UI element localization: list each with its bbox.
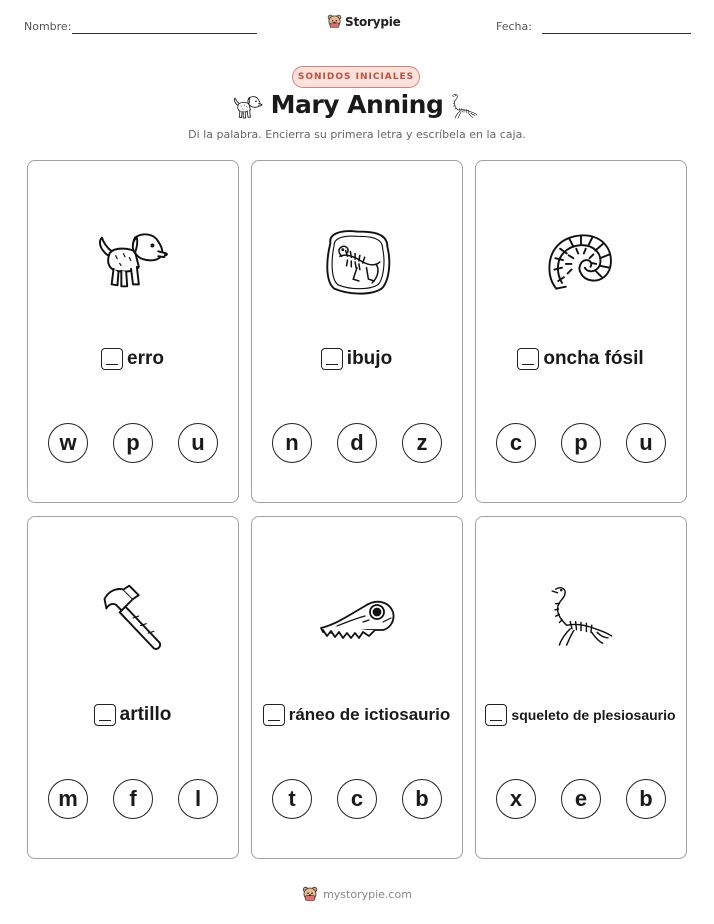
letter-options <box>272 779 442 819</box>
letter-option[interactable]: b <box>626 779 666 819</box>
letter-option[interactable]: l <box>178 779 218 819</box>
letter-option[interactable]: p <box>561 423 601 463</box>
bear-mascot-icon <box>302 886 318 902</box>
plesiosaur-skeleton-icon <box>545 582 617 654</box>
letter-options <box>272 423 442 463</box>
worksheet-badge: SONIDOS INICIALES <box>292 66 420 88</box>
letter-options <box>496 779 666 819</box>
plesiosaur-icon <box>449 92 479 122</box>
answer-box[interactable] <box>263 704 285 726</box>
name-field[interactable] <box>72 33 257 34</box>
letter-option[interactable]: w <box>48 423 88 463</box>
word-prompt <box>476 348 685 370</box>
brand-name: Storypie <box>345 14 401 29</box>
word-prompt <box>252 704 461 726</box>
instructions: Di la palabra. Encierra su primera letra y escríbela en la caja. <box>188 128 526 141</box>
footer <box>0 886 714 902</box>
footer-site[interactable]: mystorypie.com <box>323 887 412 901</box>
letter-option[interactable]: m <box>48 779 88 819</box>
letter-option[interactable]: p <box>113 423 153 463</box>
letter-option[interactable]: t <box>272 779 312 819</box>
word-card <box>475 160 687 503</box>
word-rest: oncha fósil <box>543 348 644 369</box>
letter-option[interactable]: u <box>178 423 218 463</box>
letter-option[interactable]: c <box>496 423 536 463</box>
letter-option[interactable]: d <box>337 423 377 463</box>
ammonite-shell-icon <box>543 224 619 300</box>
word-card <box>475 516 687 859</box>
word-rest: squeleto de plesiosaurio <box>511 707 676 723</box>
word-prompt <box>28 348 237 370</box>
word-prompt <box>252 348 461 370</box>
letter-option[interactable]: e <box>561 779 601 819</box>
word-card <box>27 160 239 503</box>
word-card <box>27 516 239 859</box>
dinosaur-fossil-icon <box>319 224 395 300</box>
date-field[interactable] <box>542 33 691 34</box>
word-card <box>251 160 463 503</box>
date-label: Fecha: <box>496 20 532 33</box>
answer-box[interactable] <box>321 348 343 370</box>
word-rest: erro <box>127 348 164 369</box>
letter-options <box>48 779 218 819</box>
page-title: Mary Anning <box>270 90 444 119</box>
word-prompt <box>28 704 237 726</box>
word-prompt <box>476 704 685 726</box>
dog-icon <box>94 228 172 296</box>
letter-option[interactable]: c <box>337 779 377 819</box>
letter-options <box>496 423 666 463</box>
letter-option[interactable]: n <box>272 423 312 463</box>
letter-options <box>48 423 218 463</box>
letter-option[interactable]: b <box>402 779 442 819</box>
ichthyosaur-skull-icon <box>317 588 397 648</box>
letter-option[interactable]: f <box>113 779 153 819</box>
word-rest: artillo <box>119 704 172 725</box>
letter-option[interactable]: x <box>496 779 536 819</box>
word-rest: ibujo <box>346 348 393 369</box>
brand-logo <box>327 14 401 29</box>
word-rest: ráneo de ictiosaurio <box>288 705 451 724</box>
name-label: Nombre: <box>24 20 72 33</box>
answer-box[interactable] <box>94 704 116 726</box>
answer-box[interactable] <box>101 348 123 370</box>
bear-mascot-icon <box>327 14 342 29</box>
answer-box[interactable] <box>485 704 507 726</box>
letter-option[interactable]: z <box>402 423 442 463</box>
letter-option[interactable]: u <box>626 423 666 463</box>
answer-box[interactable] <box>517 348 539 370</box>
hammer-icon <box>95 580 171 656</box>
word-card <box>251 516 463 859</box>
